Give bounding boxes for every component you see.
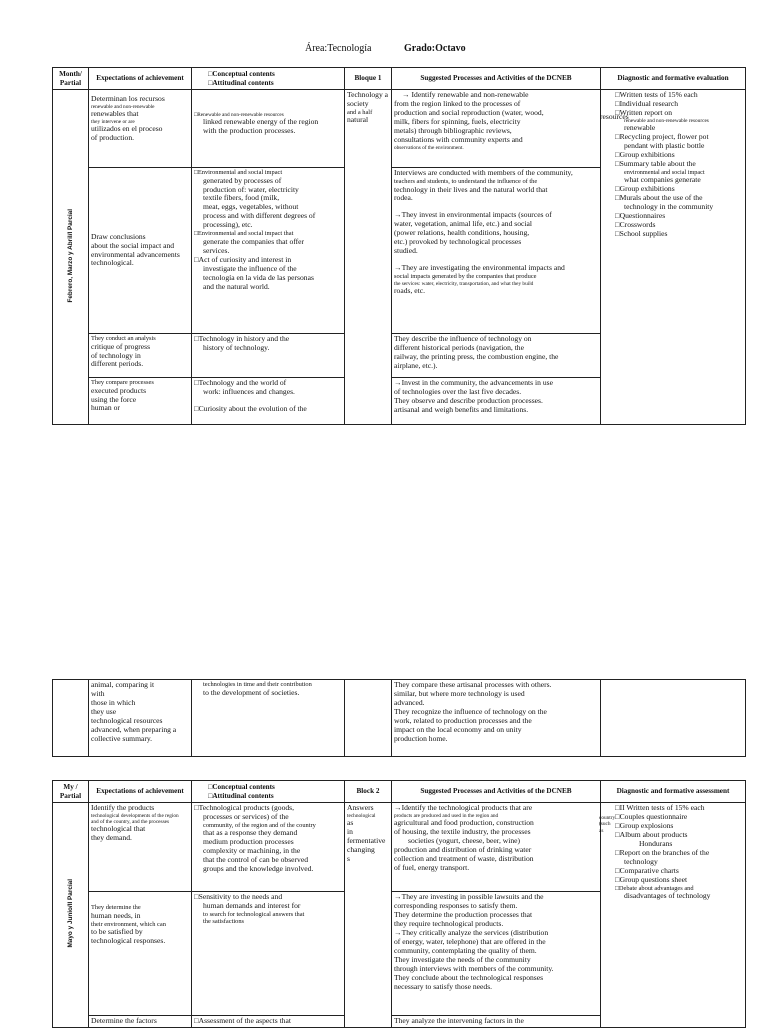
- overflow-text: resources: [600, 112, 629, 121]
- text-line: and a half: [347, 108, 373, 116]
- text-line: of technologies over the last five decades.: [394, 386, 522, 396]
- diag-item: □ School supplies: [615, 230, 743, 239]
- expectation-cell: [89, 378, 192, 425]
- text-line: with: [91, 688, 105, 698]
- text-line: of energy, water, telephone) that are offered in the: [394, 936, 546, 946]
- text-line: as: [347, 818, 354, 828]
- expectation-cell: [89, 90, 192, 168]
- text-line: using the force: [91, 394, 137, 404]
- header-conceptual: □ Conceptual contents: [194, 783, 342, 791]
- block-cell: [345, 90, 392, 425]
- text-line: □ Technological products (goods,: [194, 804, 342, 813]
- month-cell: [53, 680, 89, 757]
- header-attitudinal: □ Attitudinal contents: [194, 792, 342, 800]
- text-line: those in which: [91, 697, 136, 707]
- text-line: work, related to production processes and the: [394, 715, 532, 725]
- content-cell: [192, 803, 345, 892]
- text-line: generated by processes of: [203, 175, 282, 185]
- text-line: They conclude about the technological responses: [394, 972, 544, 982]
- header-diagnostic: Diagnostic and formative assessment: [601, 781, 746, 803]
- text-line: technological: [347, 812, 376, 819]
- diag-item: renewable: [624, 123, 656, 133]
- diag-item: pendant with plastic bottle: [624, 141, 705, 151]
- text-line: →They are investigating the environmental impacts and: [394, 263, 565, 273]
- text-line: medium production processes: [203, 837, 294, 847]
- text-line: they use: [91, 706, 117, 716]
- text-line: production and social reproduction (water, wood,: [394, 107, 544, 117]
- diag-item: □ Summary table about the: [615, 160, 743, 169]
- text-line: of fuel, energy transport.: [394, 862, 470, 872]
- text-line: changing: [347, 845, 375, 855]
- text-line: They determine the: [91, 904, 141, 911]
- month-cell: [53, 90, 89, 425]
- text-line: → Identify renewable and non-renewable: [402, 90, 529, 99]
- month-label: Mayo y Junio/II Parcial: [66, 879, 74, 948]
- process-cell: [392, 334, 601, 378]
- text-line: community, of the region and of the country: [203, 821, 316, 829]
- text-line: the satisfactions: [203, 918, 244, 926]
- text-line: complexity or machining, in the: [203, 846, 301, 856]
- block-cell: [345, 680, 392, 757]
- diag-item: □ Group explosions: [615, 822, 743, 831]
- text-line: airplane, etc.).: [394, 360, 438, 370]
- text-line: through interviews with members of the community.: [394, 963, 554, 973]
- text-line: technological responses.: [91, 936, 166, 945]
- text-line: their environment, which can: [91, 920, 166, 928]
- text-line: to be satisfied by: [91, 927, 143, 937]
- text-line: They observe and describe production processes.: [394, 395, 543, 405]
- block-cell: [345, 803, 392, 1028]
- text-line: tecnología en la vida de las personas: [203, 272, 314, 282]
- text-line: technology in their lives and the natural world that: [394, 184, 548, 194]
- diag-item: □ Recycling project, flower pot: [615, 133, 743, 142]
- text-line: processes or services) of the: [203, 811, 289, 821]
- text-line: □ Environmental and social impact that: [194, 230, 342, 238]
- text-line: □ Curiosity about the evolution of the: [194, 405, 342, 414]
- text-line: to search for technological answers that: [203, 910, 305, 918]
- text-line: renewable and non-renewable: [91, 103, 155, 110]
- text-line: generate the companies that offer: [203, 236, 305, 246]
- diag-item: disadvantages of technology: [624, 891, 711, 901]
- text-line: and of the country, and the processes: [91, 819, 170, 826]
- text-line: railway, the printing press, the combustion engine, the: [394, 351, 559, 361]
- text-line: They determine the production processes that: [394, 909, 533, 919]
- month-cell: [53, 803, 89, 1028]
- text-line: →Identify the technological products that are: [394, 803, 533, 812]
- expectation-cell: [89, 1016, 192, 1028]
- text-line: utilizados en el proceso: [91, 124, 163, 134]
- text-line: Determinan los recursos: [91, 94, 165, 103]
- plan-table-1: [52, 67, 746, 425]
- header-expectations: Expectations of achievement: [89, 781, 192, 803]
- text-line: Draw conclusions: [91, 231, 146, 241]
- text-line: They compare these artisanal processes with others.: [394, 680, 552, 689]
- content-cell: [192, 90, 345, 168]
- text-line: production home.: [394, 733, 448, 743]
- expectation-cell: [89, 334, 192, 378]
- header-processes: Suggested Processes and Activities of the DCNEB: [392, 781, 601, 803]
- text-line: consultations with community experts and: [394, 134, 523, 144]
- content-cell: [192, 1016, 345, 1028]
- text-line: □ Assessment of the aspects that: [194, 1017, 342, 1026]
- text-line: collection and treatment of waste, distribution: [394, 854, 534, 864]
- text-line: artisanal and weigh benefits and limitations.: [394, 404, 529, 414]
- text-line: observations of the environment.: [394, 144, 464, 151]
- text-line: about the social impact and: [91, 240, 175, 250]
- header-block: Block 2: [345, 781, 392, 803]
- text-line: (power relations, health conditions, housing,: [394, 228, 530, 238]
- text-line: textile fibers, food (milk,: [203, 193, 280, 203]
- expectation-cell: [89, 680, 192, 757]
- text-line: critique of progress: [91, 341, 151, 351]
- text-line: society: [347, 98, 369, 108]
- diag-item: □ Written report on: [615, 109, 743, 118]
- text-line: They recognize the influence of technology on the: [394, 706, 547, 716]
- text-line: they require technological products.: [394, 918, 504, 928]
- text-line: they intervene or are: [91, 119, 135, 126]
- text-line: impact on the local economy and on unity: [394, 724, 522, 734]
- diag-item: □ Couples questionnaire: [615, 813, 743, 822]
- diag-item: technology in the community: [624, 202, 714, 212]
- overflow-text: country (such as: [599, 815, 616, 834]
- text-line: environmental advancements: [91, 249, 180, 259]
- month-label: Febrero, Marzo y Abril/I Parcial: [66, 208, 74, 303]
- process-cell: [392, 803, 616, 892]
- text-line: to the development of societies.: [203, 687, 300, 697]
- text-line: s: [347, 854, 350, 864]
- content-cell: [192, 168, 345, 334]
- expectation-cell: [89, 892, 192, 1016]
- text-line: different periods.: [91, 359, 144, 369]
- text-line: products are produced and used in the region and: [394, 812, 499, 819]
- text-line: executed products: [91, 385, 147, 395]
- text-line: in: [347, 827, 353, 837]
- process-cell: [392, 378, 601, 425]
- text-line: technological resources: [91, 715, 163, 725]
- text-line: groups and the knowledge involved.: [203, 864, 314, 874]
- process-cell: [392, 90, 629, 168]
- diag-item: □ Individual research: [615, 100, 743, 109]
- header-contents: [192, 781, 345, 803]
- diag-item: environmental and social impact: [624, 168, 705, 176]
- text-line: investigate the influence of the: [203, 263, 297, 273]
- text-line: animal, comparing it: [91, 680, 155, 689]
- header-processes: Suggested Processes and Activities of the DCNEB: [392, 68, 601, 90]
- text-line: fermentative: [347, 836, 386, 846]
- text-line: with the production processes.: [203, 126, 296, 136]
- text-line: production and distribution of drinking water: [394, 845, 532, 855]
- diag-item: □ Debate about advantages and: [615, 885, 743, 893]
- text-line: renewables that: [91, 109, 139, 119]
- text-line: Identify the products: [91, 803, 155, 812]
- text-line: studied.: [394, 246, 418, 256]
- header-diagnostic: Diagnostic and formative evaluation: [601, 68, 746, 90]
- text-line: advanced, when preparing a: [91, 724, 177, 734]
- diag-item: Hondurans: [639, 838, 673, 848]
- header-attitudinal: □ Attitudinal contents: [194, 79, 342, 87]
- text-line: Answers: [347, 803, 374, 812]
- text-line: necessary to satisfy those needs.: [394, 981, 493, 991]
- text-line: history of technology.: [203, 342, 270, 352]
- text-line: processing), etc.: [203, 220, 253, 230]
- text-line: different historical periods (navigation, the: [394, 342, 524, 352]
- plan-table-continuation: [52, 679, 746, 757]
- diag-item: what companies generate: [624, 175, 701, 185]
- text-line: They analyze the intervening factors in the: [394, 1016, 524, 1025]
- text-line: milk, fibers for spinning, fuels, electricity: [394, 116, 521, 126]
- header-month: My / Partial: [53, 781, 89, 803]
- diag-item: □ Questionnaires: [615, 212, 743, 221]
- diag-item: □ Album about products: [615, 831, 743, 840]
- text-line: and the natural world.: [203, 281, 270, 291]
- diag-item: renewable and non-renewable resources: [624, 117, 709, 124]
- text-line: □ Technology and the world of: [194, 379, 342, 388]
- text-line: They describe the influence of technology on: [394, 334, 532, 343]
- expectation-cell: [89, 168, 192, 334]
- text-line: □ Technology in history and the: [194, 335, 342, 344]
- text-line: agricultural and food production, construction: [394, 818, 534, 828]
- text-line: water, vegetation, animal life, etc.) and social: [394, 219, 533, 229]
- text-line: □ Act of curiosity and interest in: [194, 256, 342, 265]
- text-line: social impacts generated by the companies that produce: [394, 273, 537, 281]
- text-line: that as a response they demand: [203, 828, 298, 838]
- text-line: →Invest in the community, the advancements in use: [394, 378, 553, 387]
- text-line: Determine the factors: [91, 1016, 157, 1025]
- text-line: →They invest in environmental impacts (sources of: [394, 210, 552, 220]
- content-cell: [192, 334, 345, 378]
- text-line: technologies in time and their contribution: [203, 681, 312, 688]
- text-line: work: influences and changes.: [203, 386, 295, 396]
- text-line: process and with different degrees of: [203, 211, 316, 221]
- text-line: from the region linked to the processes of: [394, 98, 521, 108]
- text-line: societies (yogurt, cheese, beer, wine): [408, 836, 521, 846]
- diag-item: □ Crosswords: [615, 221, 743, 230]
- diag-item: □ Murals about the use of the: [615, 194, 743, 203]
- text-line: etc.) provoked by technological processes: [394, 237, 522, 247]
- text-line: □ Environmental and social impact: [194, 169, 342, 177]
- text-line: →They critically analyze the services (distribution: [394, 927, 549, 937]
- text-line: of technology in: [91, 350, 141, 360]
- text-line: human needs, in: [91, 910, 141, 920]
- text-line: metals) through bibliographic reviews,: [394, 125, 512, 135]
- text-line: Interviews are conducted with members of the community,: [394, 168, 573, 177]
- text-line: the services: water, electricity, transportation, and what they build: [394, 280, 534, 287]
- header-month: Month/ Partial: [53, 68, 89, 90]
- process-cell: [392, 680, 601, 757]
- diag-item: technology: [624, 856, 658, 866]
- diagnostic-cell: [601, 803, 746, 1028]
- text-line: they demand.: [91, 833, 132, 843]
- text-line: They compare processes: [91, 379, 154, 386]
- diag-item: □ Comparative charts: [615, 867, 743, 876]
- area-title: Área:Tecnología: [305, 43, 372, 54]
- text-line: □ Renewable and non-renewable resources: [194, 112, 342, 118]
- text-line: advanced.: [394, 697, 425, 707]
- text-line: meat, eggs, vegetables, without: [203, 202, 299, 212]
- text-line: □ Sensitivity to the needs and: [194, 893, 342, 902]
- text-line: community, contemplating the quality of them.: [394, 945, 537, 955]
- diag-item: □ Report on the branches of the: [615, 849, 743, 858]
- text-line: linked renewable energy of the region: [203, 117, 319, 127]
- text-line: collective summary.: [91, 733, 153, 743]
- text-line: corresponding responses to satisfy them.: [394, 900, 518, 910]
- grade-title: Grado:Octavo: [404, 43, 466, 54]
- diag-item: □ Group exhibitions: [615, 185, 743, 194]
- diag-item: □ II Written tests of 15% each: [615, 804, 743, 813]
- header-contents: [192, 68, 345, 90]
- text-line: technological developments of the region: [91, 812, 179, 819]
- text-line: similar, but where more technology is used: [394, 688, 525, 698]
- process-cell: [392, 892, 601, 1016]
- text-line: technological.: [91, 258, 134, 268]
- diag-item: □ Group questions sheet: [615, 876, 743, 885]
- text-line: that the control of can be observed: [203, 855, 309, 865]
- text-line: →They are investing in possible lawsuits and the: [394, 892, 544, 901]
- process-cell: [392, 1016, 601, 1028]
- expectation-cell: [89, 803, 192, 892]
- text-line: natural: [347, 115, 369, 125]
- diagnostic-cell: [601, 90, 746, 425]
- text-line: services.: [203, 245, 230, 255]
- text-line: roads, etc.: [394, 285, 425, 295]
- content-cell: [192, 378, 345, 425]
- content-cell: [192, 892, 345, 1016]
- text-line: Technology a: [347, 90, 389, 99]
- diagnostic-cell: [601, 680, 746, 757]
- header-block: Bloque 1: [345, 68, 392, 90]
- header-conceptual: □ Conceptual contents: [194, 70, 342, 78]
- text-line: They conduct an analysis: [91, 335, 156, 342]
- text-line: rodea.: [394, 193, 413, 203]
- diag-item: □ Group exhibitions: [615, 151, 743, 160]
- text-line: of housing, the textile industry, the processes: [394, 827, 531, 837]
- text-line: of production.: [91, 133, 135, 143]
- text-line: They investigate the needs of the community: [394, 954, 531, 964]
- header-expectations: Expectations of achievement: [89, 68, 192, 90]
- diag-item: □ Written tests of 15% each: [615, 91, 743, 100]
- plan-table-2: [52, 780, 746, 1028]
- text-line: technological that: [91, 824, 146, 834]
- text-line: human demands and interest for: [203, 900, 301, 910]
- content-cell: [192, 680, 345, 757]
- process-cell: [392, 168, 601, 334]
- text-line: teachers and students, to understand the influence of the: [394, 177, 538, 185]
- text-line: human or: [91, 403, 120, 413]
- text-line: production of: water, electricity: [203, 184, 299, 194]
